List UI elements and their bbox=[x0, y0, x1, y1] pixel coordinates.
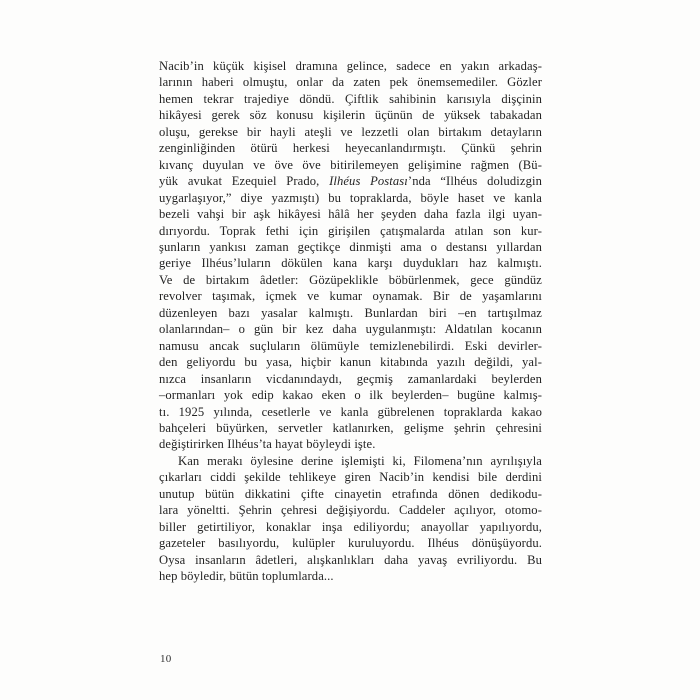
text-line: dırıyordu. Toprak fethi için girişilen çatışmalarda atılan son kur- bbox=[159, 223, 542, 238]
text-line: –ormanları yok edip kakao eken o ilk beylerden– bugüne kalmış- bbox=[159, 388, 542, 403]
text-line: şunların yankısı zaman geçtikçe dinmişti ama o destansı yıllardan bbox=[159, 239, 542, 254]
page-number: 10 bbox=[160, 653, 172, 665]
text-line: hep böyledir, bütün toplumlarda... bbox=[159, 569, 334, 584]
text-line: unutup bütün dikkatini çifte cinayetin etrafında dönen dedikodu- bbox=[159, 486, 542, 501]
text-line: oluşu, gerekse bir hayli ateşli ve lezzetli olan birtakım detayların bbox=[159, 124, 542, 139]
text-segment: ’nda “Ilhéus doludizgin bbox=[407, 174, 542, 189]
text-line: larının haberi olmuştu, onlar da zaten pek önemsemediler. Gözler bbox=[159, 75, 542, 90]
text-line: bahçeleri büyürken, servetler katlanırken, gelişme şehrin çehresini bbox=[159, 420, 542, 435]
text-line: namusu ancak suçluların ölümüyle temizlenebilirdi. Eski devirler- bbox=[159, 338, 542, 353]
text-line: zenginliğinden ötürü herkesi heyecanlandırmıştı. Çünkü şehrin bbox=[159, 141, 542, 156]
text-line: Nacib’in küçük kişisel dramına gelince, sadece en yakın arkadaş- bbox=[159, 59, 542, 73]
text-line: revolver taşımak, içmek ve kumar oynamak. Bir de yaşamlarını bbox=[159, 289, 542, 304]
text-line: uygarlaşıyor,” diye yazmıştı) bu topraklarda, böyle haset ve kanla bbox=[159, 190, 542, 205]
text-line: düzenleyen bazı yasalar kalmıştı. Bunlardan biri –en tartışılmaz bbox=[159, 305, 542, 320]
text-line: hikâyesi gerek söz konusu kişilerin üçünün de yüksek tabakadan bbox=[159, 108, 542, 123]
text-line: kıvanç duyulan ve öve öve bitirilemeyen gelişimine rağmen (Bü- bbox=[159, 157, 542, 172]
text-line: lara yöneltti. Şehrin çehresi değişiyordu. Caddeler açılıyor, otomo- bbox=[159, 503, 542, 518]
text-line: biller getirtiliyor, konaklar inşa ediliyordu; anayollar yapılıyordu, bbox=[159, 519, 542, 534]
text-line: çıkarları ciddi şekilde tehlikeye giren Nacib’in kendisi bile derdini bbox=[159, 470, 542, 485]
text-line: Kan merakı öylesine derine işlemişti ki, Filomena’nın ayrılışıyla bbox=[178, 453, 542, 468]
text-line: olanlarından– o gün bir kez daha uygulanmıştı: Aldatılan kocanın bbox=[159, 322, 542, 337]
body-text bbox=[159, 58, 542, 585]
text-line: tı. 1925 yılında, cesetlerle ve kanla gübrelenen topraklarda kakao bbox=[159, 404, 542, 419]
text-line: gazeteler basılıyordu, kulüpler kuruluyordu. Ilhéus dönüşüyordu. bbox=[159, 536, 542, 551]
text-line: hemen tekrar trajediye döndü. Çiftlik sahibinin karısıyla dişçinin bbox=[159, 91, 542, 106]
text-segment: yük avukat Ezequiel Prado, bbox=[159, 174, 330, 189]
text-line: nızca insanların vicdanındaydı, geçmiş zamanlardaki beylerden bbox=[159, 371, 542, 386]
text-line: değiştirirken Ilhéus’ta hayat böyleydi işte. bbox=[159, 437, 376, 452]
text-line: den geliyordu bu yasa, hiçbir kanun kitabında yazılı değildi, yal- bbox=[159, 355, 542, 370]
italic-book-title: Ilhéus Postası bbox=[329, 174, 408, 189]
text-line-with-italic bbox=[159, 173, 542, 189]
text-line: bezeli vahşi bir aşk hikâyesi hâlâ her şeyden daha fazla ilgi uyan- bbox=[159, 207, 542, 222]
text-line: Ve de birtakım âdetler: Gözüpeklikle böbürlenmek, gece gündüz bbox=[159, 272, 542, 287]
text-line: geriye Ilhéus’luların dökülen kana karşı duydukları haz kalmıştı. bbox=[159, 256, 542, 271]
text-line: Oysa insanların âdetleri, alışkanlıkları daha yavaş evriliyordu. Bu bbox=[159, 552, 542, 567]
